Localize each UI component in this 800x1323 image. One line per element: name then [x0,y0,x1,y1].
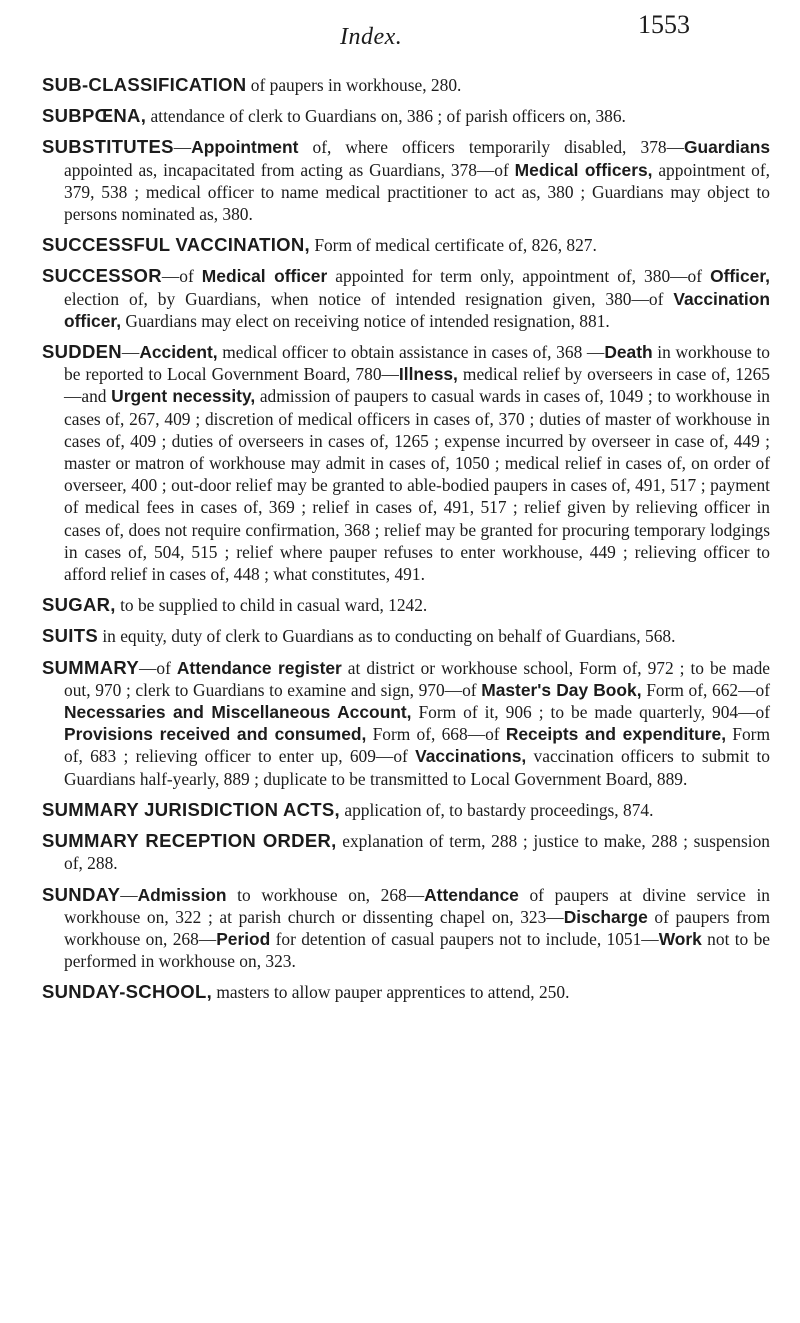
entry-subheading: Death [604,342,653,363]
entry-subheading: Discharge [563,906,648,927]
entry-subheading: Accident, [139,342,218,363]
entry-subheading: Attendance [424,884,519,905]
index-entries [42,74,770,1013]
entry-subheading: Work [658,928,702,949]
entry-subheading: Vaccinations, [415,746,527,767]
index-entry: SUCCESSFUL VACCINATION, Form of medical certificate of, 826, 827. [42,234,597,256]
entry-subheading: Officer, [710,266,770,287]
entry-subheading: Admission [137,884,227,905]
page-number: 1553 [638,10,690,39]
entry-headword: SUB-CLASSIFICATION [42,74,247,95]
entry-headword: SUMMARY [42,656,139,678]
entry-subheading: Medical officers, [514,159,653,180]
entry-subheading: Guardians [683,137,770,158]
entry-subheading: Urgent necessity, [111,386,256,407]
entry-headword: SUNDAY-SCHOOL, [42,981,213,1003]
entry-headword: SUBSTITUTES [42,136,174,158]
entry-subheading: Necessaries and Miscellaneous Account, [64,702,412,723]
index-entry: SUITS in equity, duty of clerk to Guardians as to conducting on behalf of Guardians, 568. [42,625,676,647]
entry-headword: SUNDAY [42,883,121,905]
running-head [0,4,800,64]
running-title: Index. [340,24,403,50]
entry-headword: SUDDEN [42,341,122,363]
entry-headword: SUCCESSOR [42,265,162,287]
entry-subheading: Attendance register [176,657,342,678]
entry-headword: SUCCESSFUL VACCINATION, [42,234,310,256]
index-entry: SUMMARY—of Attendance register at district or workhouse school, Form of, 972 ; to be made out, 970 ; clerk to Guardians to examine and sign, 970—of Master's Day Book, Form of, 662—of Necessaries and Miscellaneous Account, Form of it, 906 ; to be made quarterly, 904—of Provisions received and consumed, Form of, 668—of Receipts and expenditure, Form of, 683 ; relieving officer to enter up, 609—of Vaccinations, vaccination officers to submit to Guardians half-yearly, 889 ; duplicate to be transmitted to Local Government Board, 889. [42,656,770,789]
index-entry: SUBSTITUTES—Appointment of, where officers temporarily disabled, 378—Guardians appointed as, incapacitated from acting as Guardians, 378—of Medical officers, appointment of, 379, 538 ; medical officer to name medical practitioner to act as, 380 ; Guardians may object to persons nominated as, 380. [42,136,770,225]
entry-subheading: Vaccination officer, [64,288,770,331]
entry-subheading: Appointment [191,137,299,158]
entry-subheading: Receipts and expenditure, [505,724,727,745]
entry-headword: SUGAR, [42,594,116,616]
index-entry: SUMMARY JURISDICTION ACTS, application of, to bastardy proceedings, 874. [42,798,654,820]
entry-headword: SUBPŒNA, [42,105,147,127]
index-entry: SUMMARY RECEPTION ORDER, explanation of term, 288 ; justice to make, 288 ; suspension of, 288. [42,830,770,874]
entry-subheading: Period [216,928,271,949]
entry-headword: SUMMARY RECEPTION ORDER, [42,830,337,852]
entry-subheading: Provisions received and consumed, [64,724,367,745]
index-entry: SUGAR, to be supplied to child in casual ward, 1242. [42,594,428,616]
entry-headword: SUMMARY JURISDICTION ACTS, [42,798,340,820]
index-entry: SUNDAY—Admission to workhouse on, 268—Attendance of paupers at divine service in workhouse on, 322 ; at parish church or dissenting chapel on, 323—Discharge of paupers from workhouse on, 268—Period for detention of casual paupers not to include, 1051—Work not to be performed in workhouse on, 323. [42,883,770,972]
entry-headword: SUITS [42,625,98,647]
index-entry: SUBPŒNA, attendance of clerk to Guardians on, 386 ; of parish officers on, 386. [42,105,626,127]
entry-subheading: Illness, [398,364,458,385]
index-entry: SUNDAY-SCHOOL, masters to allow pauper apprentices to attend, 250. [42,981,570,1003]
entry-subheading: Medical officer [201,266,328,287]
index-entry: SUDDEN—Accident, medical officer to obtain assistance in cases of, 368 —Death in workhouse to be reported to Local Government Board, 780—Illness, medical relief by overseers in case of, 1265—and Urgent necessity, admission of paupers to casual wards in cases of, 1049 ; to workhouse in cases of, 267, 409 ; discretion of medical officers in cases of, 370 ; duties of master of workhouse in cases of, 409 ; duties of overseers in cases of, 1265 ; expense incurred by overseer in case of, 449 ; master or matron of workhouse may admit in cases of, 1050 ; medical relief in cases of, on order of overseer, 400 ; out-door relief may be granted to able-bodied paupers in cases of, 491, 517 ; payment of medical fees in cases of, 369 ; relief in cases of, 491, 517 ; relief given by relieving officer in cases of, does not require confirmation, 368 ; relief may be granted for procuring temporary lodgings in cases of, 504, 515 ; relief where pauper refuses to enter workhouse, 449 ; relieving officer to afford relief in cases of, 448 ; what constitutes, 491. [42,341,771,585]
index-entry: SUCCESSOR—of Medical officer appointed for term only, appointment of, 380—of Officer, election of, by Guardians, when notice of intended resignation given, 380—of Vaccination officer, Guardians may elect on receiving notice of intended resignation, 881. [42,265,770,331]
index-entry: SUB-CLASSIFICATION of paupers in workhouse, 280. [42,74,462,95]
entry-subheading: Master's Day Book, [481,679,642,700]
